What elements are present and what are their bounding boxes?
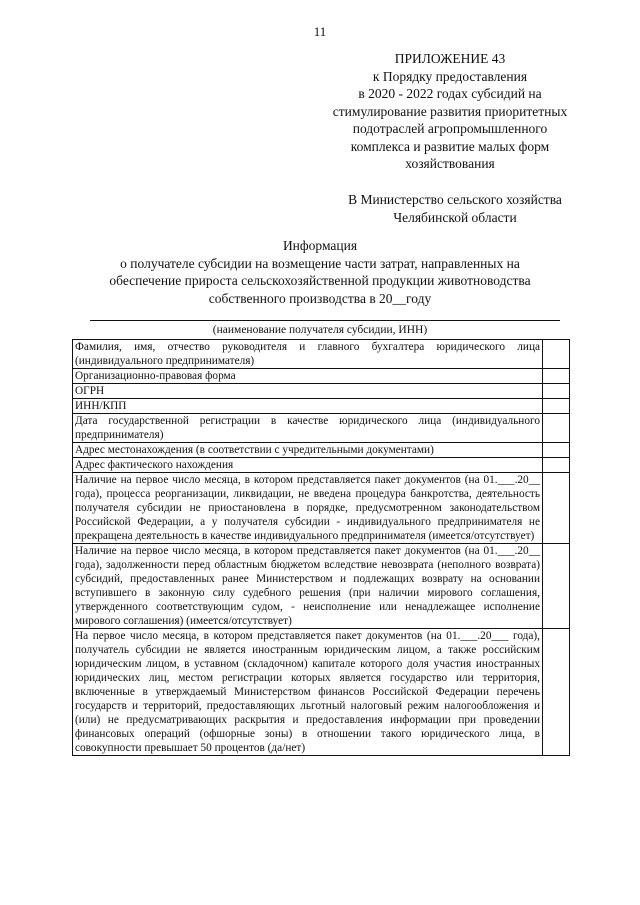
row-label: Фамилия, имя, отчество руководителя и главного бухгалтера юридического лица (индивидуального предпринимателя): [73, 340, 543, 369]
appendix-header: [300, 50, 600, 173]
row-value-cell[interactable]: [543, 544, 570, 629]
row-value-cell[interactable]: [543, 443, 570, 458]
table-row: [73, 629, 570, 756]
appendix-title: ПРИЛОЖЕНИЕ 43: [394, 51, 506, 66]
info-table: [72, 339, 570, 756]
appendix-line: к Порядку предоставления: [372, 68, 528, 84]
page-number: 11: [313, 24, 327, 39]
title-heading: Информация: [282, 238, 358, 253]
table-row: [73, 443, 570, 458]
table-row: [73, 473, 570, 544]
row-label: На первое число месяца, в котором представляется пакет документов (на 01.___.20___ года), получатель субсидии не является иностранным юридическим лицом, а также российским юридическим лицом, в уставном (складочном) капитале которого доля участия иностранных юридических лиц, местом регистрации которых является государство или территория, включенные в утверждаемый Министерством финансов Российской Федерации перечень государств и территорий, предоставляющих льготный налоговый режим налогообложения и (или) не предусматривающих раскрытия и предоставления информации при проведении финансовых операций (офшорные зоны) в отношении такого юридического лица, в совокупности превышает 50 процентов (да/нет): [73, 629, 543, 756]
table-row: [73, 544, 570, 629]
appendix-line: в 2020 - 2022 годах субсидий на: [358, 86, 542, 101]
title-line: обеспечение прироста сельскохозяйственной продукции животноводства: [109, 273, 531, 288]
row-value-cell[interactable]: [543, 340, 570, 369]
row-value-cell[interactable]: [543, 458, 570, 473]
document-title: [70, 237, 570, 307]
table-row: [73, 458, 570, 473]
appendix-line: подотраслей агропромышленного: [352, 121, 548, 136]
table-row: [73, 399, 570, 414]
row-value-cell[interactable]: [543, 384, 570, 399]
appendix-line: комплекса и развитие малых форм: [350, 138, 550, 154]
row-value-cell[interactable]: [543, 629, 570, 756]
title-line: собственного производства в 20__году: [208, 290, 432, 306]
title-line: о получателе субсидии на возмещение части затрат, направленных на: [120, 255, 520, 271]
addressee-line: Челябинской области: [393, 210, 517, 225]
table-row: [73, 414, 570, 443]
row-value-cell[interactable]: [543, 414, 570, 443]
addressee-line: В Министерство сельского хозяйства: [348, 192, 562, 207]
appendix-line: стимулирование развития приоритетных: [332, 103, 568, 119]
row-value-cell[interactable]: [543, 369, 570, 384]
table-row: [73, 384, 570, 399]
row-label: Адрес местонахождения (в соответствии с учредительными документами): [73, 443, 543, 458]
appendix-line: хозяйствования: [405, 156, 495, 171]
row-value-cell[interactable]: [543, 473, 570, 544]
table-row: [73, 369, 570, 384]
row-label: Наличие на первое число месяца, в котором представляется пакет документов (на 01.___.20__ года), процесса реорганизации, ликвидации, не введена процедура банкротства, деятельность получателя субсидии не приостановлена в порядке, предусмотренном законодательством Российской Федерации, а у получателя субсидии - индивидуального предпринимателя не прекращена деятельность в качестве индивидуального предпринимателя (имеется/отсутствует): [73, 473, 543, 544]
recipient-name-line: [90, 320, 560, 321]
row-value-cell[interactable]: [543, 399, 570, 414]
recipient-caption: (наименование получателя субсидии, ИНН): [212, 324, 428, 336]
row-label: Адрес фактического нахождения: [73, 458, 543, 473]
row-label: ОГРН: [73, 384, 543, 399]
table-row: [73, 340, 570, 369]
row-label: Наличие на первое число месяца, в котором представляется пакет документов (на 01.___.20__ года), задолженности перед областным бюджетом вследствие невозврата (неполного возврата) субсидий, предоставленных ранее Министерством и подлежащих возврату на основании вступившего в законную силу судебного решения (при наличии мирового соглашения, утвержденного соответствующим судом, - неисполнение или ненадлежащее исполнение мирового соглашения) (имеется/отсутствует): [73, 544, 543, 629]
row-label: ИНН/КПП: [73, 399, 543, 414]
row-label: Дата государственной регистрации в качестве юридического лица (индивидуального предпринимателя): [73, 414, 543, 443]
row-label: Организационно-правовая форма: [73, 369, 543, 384]
addressee: [310, 191, 600, 227]
